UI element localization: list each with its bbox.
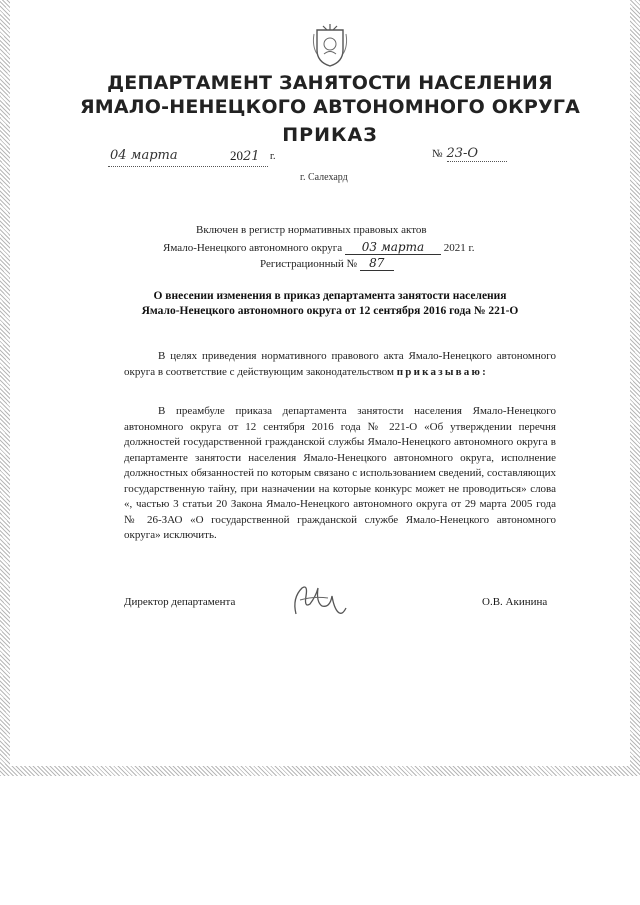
coat-of-arms-icon bbox=[311, 24, 349, 68]
order-number-field bbox=[432, 146, 507, 162]
registry-line2: Ямало-Ненецкого автономного округа 03 марта 2021 г. bbox=[163, 240, 475, 254]
department-name-line1: ДЕПАРТАМЕНТ ЗАНЯТОСТИ НАСЕЛЕНИЯ bbox=[107, 72, 553, 94]
order-number-label: № bbox=[432, 148, 443, 160]
registry-number-handwritten: 87 bbox=[360, 256, 394, 271]
order-date-handwritten: 04 марта bbox=[110, 148, 178, 163]
registry-line1: Включен в регистр нормативных правовых актов bbox=[196, 224, 427, 236]
handwritten-signature bbox=[286, 578, 350, 622]
amendment-paragraph: В преамбуле приказа департамента занятости населения Ямало-Ненецкого автономного округа от 12 сентября 2016 года № 221-О «Об утверждении перечня должностей государственной гражданской службы Ямало-Ненецкого автономного округа в департаменте занятости населения Ямало-Ненецкого автономного округа, исполнение должностных обязанностей по которым связано с использованием сведений, составляющих государственную тайну, при назначении на которые конкурс может не проводиться» слова «, частью 3 статьи 20 Закона Ямало-Ненецкого автономного округа от 29 марта 2005 года № 26-ЗАО «О государственной гражданской службе Ямало-Ненецкого автономного округа» исключить. bbox=[124, 405, 556, 541]
order-number-handwritten: 23-О bbox=[447, 146, 507, 162]
signer-name: О.В. Акинина bbox=[482, 596, 548, 608]
department-name-line2: ЯМАЛО-НЕНЕЦКОГО АВТОНОМНОГО ОКРУГА bbox=[79, 96, 581, 118]
order-subject-line2: Ямало-Ненецкого автономного округа от 12 сентября 2016 года № 221-О bbox=[141, 305, 519, 317]
order-year: 2021 bbox=[230, 148, 260, 164]
signer-title: Директор департамента bbox=[124, 596, 236, 608]
city-label: г. Салехард bbox=[300, 172, 348, 183]
preamble-paragraph: В целях приведения нормативного правового акта Ямало-Ненецкого автономного округа в соответствие с действующим законодательством приказываю: bbox=[124, 350, 556, 378]
order-keyword: приказываю: bbox=[396, 365, 488, 378]
order-subject-line1: О внесении изменения в приказ департамента занятости населения bbox=[153, 290, 507, 302]
order-date-field bbox=[108, 144, 268, 167]
year-suffix: г. bbox=[270, 151, 276, 162]
document-type-title: ПРИКАЗ bbox=[282, 124, 378, 146]
registry-line3: Регистрационный № 87 bbox=[260, 256, 394, 271]
registry-date-handwritten: 03 марта bbox=[345, 240, 441, 255]
